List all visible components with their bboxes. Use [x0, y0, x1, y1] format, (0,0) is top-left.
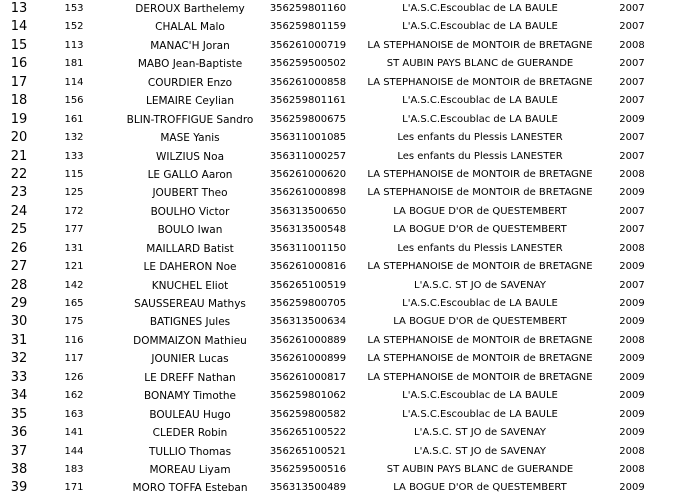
license-number-cell: 356259500516	[269, 463, 347, 475]
athlete-name-cell: COURDIER Enzo	[147, 76, 233, 89]
bib-number-cell: 162	[64, 390, 84, 402]
club-name-cell: LA STEPHANOISE de MONTOIR de BRETAGNE	[367, 261, 593, 273]
table-row	[0, 332, 677, 350]
athlete-name-cell: JOUBERT Theo	[152, 187, 228, 200]
rank-cell: 31	[10, 332, 28, 348]
table-row	[0, 350, 677, 368]
birth-year-cell: 2008	[619, 39, 645, 51]
bib-number-cell: 183	[64, 463, 84, 475]
club-name-cell: L'A.S.C. ST JO de SAVENAY	[414, 279, 546, 291]
license-number-cell: 356259800675	[269, 113, 347, 125]
rank-cell: 30	[10, 314, 28, 330]
athlete-name-cell: BONAMY Timothe	[143, 390, 237, 403]
athlete-name-cell: LE GALLO Aaron	[147, 168, 233, 181]
athlete-name-cell: BOULO Iwan	[157, 224, 223, 237]
club-name-cell: LA BOGUE D'OR de QUESTEMBERT	[393, 205, 567, 217]
table-row	[0, 277, 677, 295]
athlete-name-cell: DEROUX Barthelemy	[135, 3, 245, 15]
club-name-cell: LA BOGUE D'OR de QUESTEMBERT	[393, 316, 567, 328]
bib-number-cell: 165	[64, 298, 84, 309]
rank-cell: 29	[10, 296, 28, 311]
table-row	[0, 369, 677, 387]
license-number-cell: 356261000817	[269, 371, 347, 383]
bib-number-cell: 161	[64, 113, 84, 125]
club-name-cell: Les enfants du Plessis LANESTER	[397, 132, 563, 144]
rank-cell: 17	[10, 74, 28, 90]
birth-year-cell: 2007	[619, 224, 645, 236]
club-name-cell: L'A.S.C. ST JO de SAVENAY	[414, 445, 546, 457]
club-name-cell: L'A.S.C.Escoublac de LA BAULE	[402, 390, 558, 402]
athlete-name-cell: LE DAHERON Noe	[143, 261, 237, 274]
club-name-cell: L'A.S.C.Escoublac de LA BAULE	[402, 21, 558, 33]
rank-cell: 13	[10, 1, 28, 16]
club-name-cell: LA STEPHANOISE de MONTOIR de BRETAGNE	[367, 39, 593, 51]
athlete-name-cell: MANAC'H Joran	[150, 39, 230, 52]
rank-cell: 14	[10, 19, 28, 35]
birth-year-cell: 2008	[619, 334, 645, 346]
bib-number-cell: 156	[64, 95, 84, 107]
license-number-cell: 356265100521	[269, 445, 347, 457]
club-name-cell: Les enfants du Plessis LANESTER	[397, 242, 563, 254]
athlete-name-cell: LEMAIRE Ceylian	[145, 95, 235, 108]
club-name-cell: LA STEPHANOISE de MONTOIR de BRETAGNE	[367, 168, 593, 180]
club-name-cell: LA BOGUE D'OR de QUESTEMBERT	[393, 482, 567, 494]
license-number-cell: 356265100522	[269, 427, 347, 439]
table-row	[0, 129, 677, 147]
athlete-name-cell: CLEDER Robin	[152, 427, 228, 440]
bib-number-cell: 131	[64, 242, 84, 254]
table-row	[0, 387, 677, 405]
bib-number-cell: 153	[64, 3, 84, 14]
rank-cell: 33	[10, 369, 28, 385]
birth-year-cell: 2007	[619, 205, 645, 217]
table-row	[0, 406, 677, 424]
table-row	[0, 313, 677, 331]
birth-year-cell: 2009	[619, 353, 645, 365]
rank-cell: 35	[10, 406, 28, 422]
table-row	[0, 424, 677, 442]
bib-number-cell: 121	[64, 261, 84, 273]
athlete-name-cell: JOUNIER Lucas	[151, 353, 229, 366]
license-number-cell: 356261000816	[269, 261, 347, 273]
table-row	[0, 258, 677, 276]
athlete-name-cell: WILZIUS Noa	[155, 150, 225, 163]
birth-year-cell: 2008	[619, 242, 645, 254]
athlete-name-cell: KNUCHEL Eliot	[151, 279, 229, 292]
birth-year-cell: 2007	[619, 3, 645, 14]
club-name-cell: ST AUBIN PAYS BLANC de GUERANDE	[386, 58, 574, 70]
athlete-name-cell: MORO TOFFA Esteban	[132, 482, 248, 495]
license-number-cell: 356311001085	[269, 132, 347, 144]
club-name-cell: LA STEPHANOISE de MONTOIR de BRETAGNE	[367, 334, 593, 346]
bib-number-cell: 113	[64, 39, 84, 51]
license-number-cell: 356259500502	[269, 58, 347, 70]
license-number-cell: 356311000257	[269, 150, 347, 162]
bib-number-cell: 133	[64, 150, 84, 162]
athlete-name-cell: SAUSSEREAU Mathys	[134, 298, 246, 310]
rank-cell: 23	[10, 185, 28, 201]
table-row	[0, 184, 677, 202]
club-name-cell: LA STEPHANOISE de MONTOIR de BRETAGNE	[367, 353, 593, 365]
birth-year-cell: 2009	[619, 113, 645, 125]
rank-cell: 16	[10, 56, 28, 72]
table-row	[0, 92, 677, 110]
club-name-cell: LA BOGUE D'OR de QUESTEMBERT	[393, 224, 567, 236]
license-number-cell: 356261000889	[269, 334, 347, 346]
rank-cell: 36	[10, 425, 28, 441]
birth-year-cell: 2007	[619, 95, 645, 107]
license-number-cell: 356259801159	[269, 21, 347, 33]
license-number-cell: 356313500634	[269, 316, 347, 328]
club-name-cell: L'A.S.C.Escoublac de LA BAULE	[402, 3, 558, 14]
athlete-name-cell: BATIGNES Jules	[149, 316, 231, 329]
birth-year-cell: 2008	[619, 168, 645, 180]
club-name-cell: LA STEPHANOISE de MONTOIR de BRETAGNE	[367, 371, 593, 383]
athlete-name-cell: BLIN-TROFFIGUE Sandro	[126, 113, 254, 126]
license-number-cell: 356311001150	[269, 242, 347, 254]
club-name-cell: L'A.S.C.Escoublac de LA BAULE	[402, 298, 558, 309]
club-name-cell: LA STEPHANOISE de MONTOIR de BRETAGNE	[367, 76, 593, 88]
rank-cell: 38	[10, 461, 28, 477]
birth-year-cell: 2007	[619, 150, 645, 162]
bib-number-cell: 171	[64, 482, 84, 494]
bib-number-cell: 115	[64, 168, 84, 180]
table-row	[0, 443, 677, 461]
table-row	[0, 111, 677, 129]
rank-cell: 27	[10, 259, 28, 275]
athlete-name-cell: CHALAL Malo	[155, 21, 225, 34]
birth-year-cell: 2007	[619, 279, 645, 291]
birth-year-cell: 2007	[619, 21, 645, 33]
athlete-name-cell: BOULEAU Hugo	[149, 408, 231, 421]
rank-cell: 25	[10, 222, 28, 238]
club-name-cell: L'A.S.C.Escoublac de LA BAULE	[402, 408, 558, 420]
club-name-cell: Les enfants du Plessis LANESTER	[397, 150, 563, 162]
club-name-cell: ST AUBIN PAYS BLANC de GUERANDE	[386, 463, 574, 475]
rank-cell: 37	[10, 443, 28, 459]
table-row	[0, 240, 677, 258]
license-number-cell: 356259801062	[269, 390, 347, 402]
athlete-name-cell: BOULHO Victor	[150, 205, 230, 218]
birth-year-cell: 2009	[619, 187, 645, 199]
license-number-cell: 356259800705	[269, 298, 347, 309]
birth-year-cell: 2007	[619, 58, 645, 70]
birth-year-cell: 2009	[619, 316, 645, 328]
table-row	[0, 203, 677, 221]
rank-cell: 39	[10, 480, 28, 496]
athlete-name-cell: MOREAU Liyam	[149, 463, 231, 476]
bib-number-cell: 125	[64, 187, 84, 199]
rank-cell: 28	[10, 277, 28, 293]
bib-number-cell: 142	[64, 279, 84, 291]
license-number-cell: 356313500548	[269, 224, 347, 236]
athlete-name-cell: MASE Yanis	[160, 132, 220, 145]
rank-cell: 19	[10, 111, 28, 127]
athlete-name-cell: DOMMAIZON Mathieu	[133, 334, 247, 347]
table-row	[0, 479, 677, 497]
bib-number-cell: 141	[64, 427, 84, 439]
bib-number-cell: 117	[64, 353, 84, 365]
table-row	[0, 221, 677, 239]
rank-cell: 26	[10, 240, 28, 256]
table-row	[0, 461, 677, 479]
birth-year-cell: 2009	[619, 371, 645, 383]
rank-cell: 34	[10, 388, 28, 404]
table-row	[0, 0, 677, 18]
club-name-cell: LA STEPHANOISE de MONTOIR de BRETAGNE	[367, 187, 593, 199]
license-number-cell: 356261000898	[269, 187, 347, 199]
license-number-cell: 356313500650	[269, 205, 347, 217]
license-number-cell: 356313500489	[269, 482, 347, 494]
table-row	[0, 18, 677, 36]
license-number-cell: 356259801161	[269, 95, 347, 107]
license-number-cell: 356261000620	[269, 168, 347, 180]
rank-cell: 18	[10, 93, 28, 109]
rank-cell: 15	[10, 37, 28, 53]
bib-number-cell: 163	[64, 408, 84, 420]
birth-year-cell: 2009	[619, 482, 645, 494]
rank-cell: 22	[10, 166, 28, 182]
birth-year-cell: 2007	[619, 132, 645, 144]
table-row	[0, 166, 677, 184]
license-number-cell: 356259801160	[269, 3, 347, 14]
birth-year-cell: 2009	[619, 408, 645, 420]
table-row	[0, 295, 677, 313]
athlete-name-cell: TULLIO Thomas	[148, 445, 232, 458]
rank-cell: 21	[10, 148, 28, 164]
birth-year-cell: 2007	[619, 76, 645, 88]
bib-number-cell: 114	[64, 76, 84, 88]
table-row	[0, 37, 677, 55]
birth-year-cell: 2009	[619, 427, 645, 439]
birth-year-cell: 2009	[619, 298, 645, 309]
table-row	[0, 148, 677, 166]
birth-year-cell: 2008	[619, 463, 645, 475]
athlete-name-cell: MAILLARD Batist	[146, 242, 234, 255]
license-number-cell: 356261000899	[269, 353, 347, 365]
bib-number-cell: 132	[64, 132, 84, 144]
bib-number-cell: 177	[64, 224, 84, 236]
athlete-name-cell: MABO Jean-Baptiste	[137, 58, 243, 71]
bib-number-cell: 126	[64, 371, 84, 383]
bib-number-cell: 144	[64, 445, 84, 457]
license-number-cell: 356261000858	[269, 76, 347, 88]
license-number-cell: 356261000719	[269, 39, 347, 51]
bib-number-cell: 116	[64, 334, 84, 346]
bib-number-cell: 152	[64, 21, 84, 33]
bib-number-cell: 172	[64, 205, 84, 217]
birth-year-cell: 2009	[619, 261, 645, 273]
club-name-cell: L'A.S.C.Escoublac de LA BAULE	[402, 95, 558, 107]
rank-cell: 24	[10, 203, 28, 219]
rank-cell: 20	[10, 130, 28, 146]
bib-number-cell: 175	[64, 316, 84, 328]
birth-year-cell: 2008	[619, 445, 645, 457]
table-row	[0, 55, 677, 73]
birth-year-cell: 2009	[619, 390, 645, 402]
athlete-name-cell: LE DREFF Nathan	[144, 371, 236, 384]
table-row	[0, 74, 677, 92]
club-name-cell: L'A.S.C.Escoublac de LA BAULE	[402, 113, 558, 125]
club-name-cell: L'A.S.C. ST JO de SAVENAY	[414, 427, 546, 439]
bib-number-cell: 181	[64, 58, 84, 70]
license-number-cell: 356265100519	[269, 279, 347, 291]
rank-cell: 32	[10, 351, 28, 367]
license-number-cell: 356259800582	[269, 408, 347, 420]
